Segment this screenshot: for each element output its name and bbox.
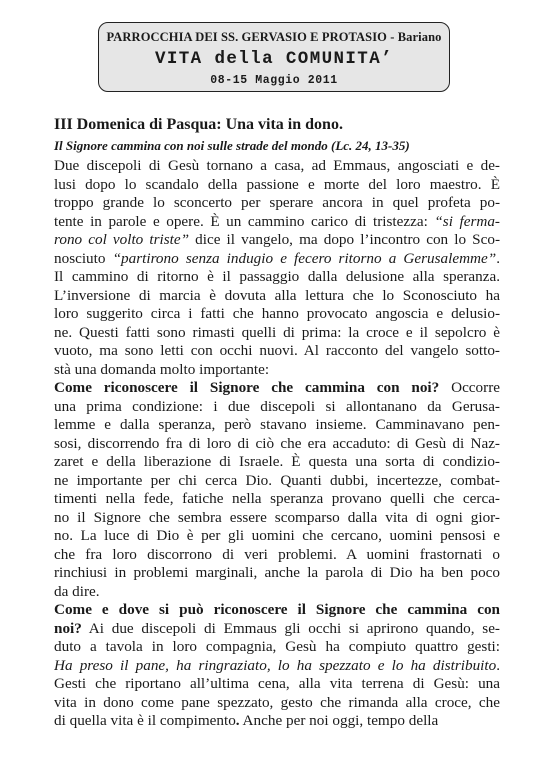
- text-segment: .: [496, 656, 500, 674]
- text-segment: duto a tavola in loro compagnia, Gesù ha compiuto quattro gesti:: [54, 638, 500, 655]
- text-segment: una prima condizione: i due discepoli si allontanano da Gerusa-: [54, 397, 500, 415]
- text-line: [54, 435, 500, 454]
- newsletter-header: [98, 22, 450, 92]
- text-segment: Anche per noi oggi, tempo della: [239, 712, 439, 729]
- text-line: [54, 564, 500, 583]
- text-segment: L’inversione di marcia è dovuta alla lettura che lo Sconosciuto ha: [54, 286, 500, 304]
- text-segment: Ai due discepoli di Emmaus gli occhi si aprirono quando, se-: [81, 619, 500, 637]
- text-segment: no. La luce di Dio è per gli uomini che cercano, uomini pensosi e: [54, 527, 500, 544]
- text-line: [54, 583, 500, 602]
- text-line: [54, 509, 500, 528]
- text-line: [54, 601, 500, 620]
- text-line: [54, 546, 500, 565]
- text-line: [54, 342, 500, 361]
- text-segment: stà una domanda molto importante:: [54, 360, 270, 378]
- text-segment: no il Signore che sembra essere scomparso dalla vita di ogni gior-: [54, 508, 500, 526]
- text-line: [54, 305, 500, 324]
- text-line: [54, 657, 500, 676]
- text-segment: “si ferma-: [434, 212, 500, 230]
- text-line: [54, 712, 500, 731]
- text-line: [54, 490, 500, 509]
- text-line: [54, 379, 500, 398]
- text-segment: nosciuto: [54, 249, 113, 267]
- text-line: [54, 157, 500, 176]
- text-segment: Gesti che riportano all’ultima cena, alla vita terrena di Gesù: una: [54, 675, 500, 692]
- text-line: [54, 213, 500, 232]
- text-line: [54, 324, 500, 343]
- text-segment: .: [496, 249, 500, 267]
- text-segment: zaret e della liberazione di Israele. È questa una sorta di condizio-: [54, 453, 500, 470]
- text-line: [54, 194, 500, 213]
- text-line: [54, 287, 500, 306]
- newsletter-title: VITA della COMUNITA’: [154, 49, 394, 69]
- text-line: [54, 527, 500, 546]
- issue-dates: 08-15 Maggio 2011: [210, 74, 338, 87]
- text-segment: ne importante per chi cerca Dio. Quanti dubbi, incertezze, combat-: [54, 471, 500, 489]
- text-segment: Occorre: [439, 379, 500, 396]
- text-segment: lusi dopo lo scandalo della passione e morte del loro maestro. È: [54, 175, 500, 193]
- article-text: [54, 157, 500, 731]
- text-line: [54, 231, 500, 250]
- text-segment: da dire.: [54, 582, 100, 600]
- article-subheading: Il Signore cammina con noi sulle strade del mondo (Lc. 24, 13-35): [54, 138, 410, 153]
- text-line: [54, 675, 500, 694]
- text-segment: rono col volto triste”: [54, 231, 190, 248]
- text-segment: Due discepoli di Gesù tornano a casa, ad Emmaus, angosciati e de-: [54, 157, 500, 174]
- text-segment: loro suggerito circa i fatti che hanno provocato angoscia e delusio-: [54, 305, 500, 322]
- text-line: [54, 620, 500, 639]
- text-segment: che fra loro discorrono di veri problemi. A uomini frastornati o: [54, 545, 500, 563]
- parish-name: PARROCCHIA DEI SS. GERVASIO E PROTASIO - Bariano: [106, 30, 442, 44]
- text-segment: vuoto, ma sono letti con occhi nuovi. Al racconto del vangelo sotto-: [54, 342, 500, 359]
- text-line: [54, 472, 500, 491]
- text-segment: di quella vita è il compimento: [54, 712, 236, 729]
- text-segment: Ha preso il pane, ha ringraziato, lo ha spezzato e lo ha distribuito: [54, 656, 497, 674]
- text-line: [54, 176, 500, 195]
- text-segment: Come riconoscere il Signore che cammina con noi?: [54, 379, 440, 396]
- text-segment: lemme e dalla speranza, però stavano insieme. Camminavano pen-: [54, 416, 500, 433]
- text-line: [54, 694, 500, 713]
- text-segment: Come e dove si può riconoscere il Signore che cammina con: [54, 601, 500, 618]
- text-line: [54, 361, 500, 380]
- text-segment: rinchiusi in problemi marginali, anche la parola di Dio ha ben poco: [54, 564, 500, 581]
- text-segment: “partirono senza indugio e fecero ritorno a Gerusalemme”: [112, 249, 497, 267]
- text-line: [54, 638, 500, 657]
- text-line: [54, 250, 500, 269]
- text-segment: timenti nella fede, fatiche nella speranza provano quelli che cerca-: [54, 490, 500, 507]
- text-line: [54, 453, 500, 472]
- text-segment: troppo grande lo sconcerto per sperare ancora in quel profeta po-: [54, 194, 500, 211]
- text-segment: .: [235, 712, 240, 729]
- text-segment: Il cammino di ritorno è il passaggio dalla delusione alla speranza.: [54, 268, 500, 285]
- text-segment: ne. Questi fatti sono rimasti quelli di prima: la croce e il sepolcro è: [54, 323, 500, 341]
- text-line: [54, 398, 500, 417]
- text-segment: sosi, discorrendo fra di loro di ciò che era accaduto: di Gesù di Naz-: [54, 434, 500, 452]
- text-line: [54, 416, 500, 435]
- article-heading: III Domenica di Pasqua: Una vita in dono.: [54, 116, 343, 133]
- text-segment: noi?: [54, 619, 82, 637]
- text-segment: dice il vangelo, ma dopo l’incontro con lo Sco-: [189, 231, 500, 248]
- text-segment: vita in dono come pane spezzato, gesto che rimanda alla croce, che: [54, 693, 500, 711]
- article-body: [54, 114, 500, 731]
- text-line: [54, 268, 500, 287]
- text-segment: tente in parole e opere. È un cammino carico di tristezza:: [54, 212, 435, 230]
